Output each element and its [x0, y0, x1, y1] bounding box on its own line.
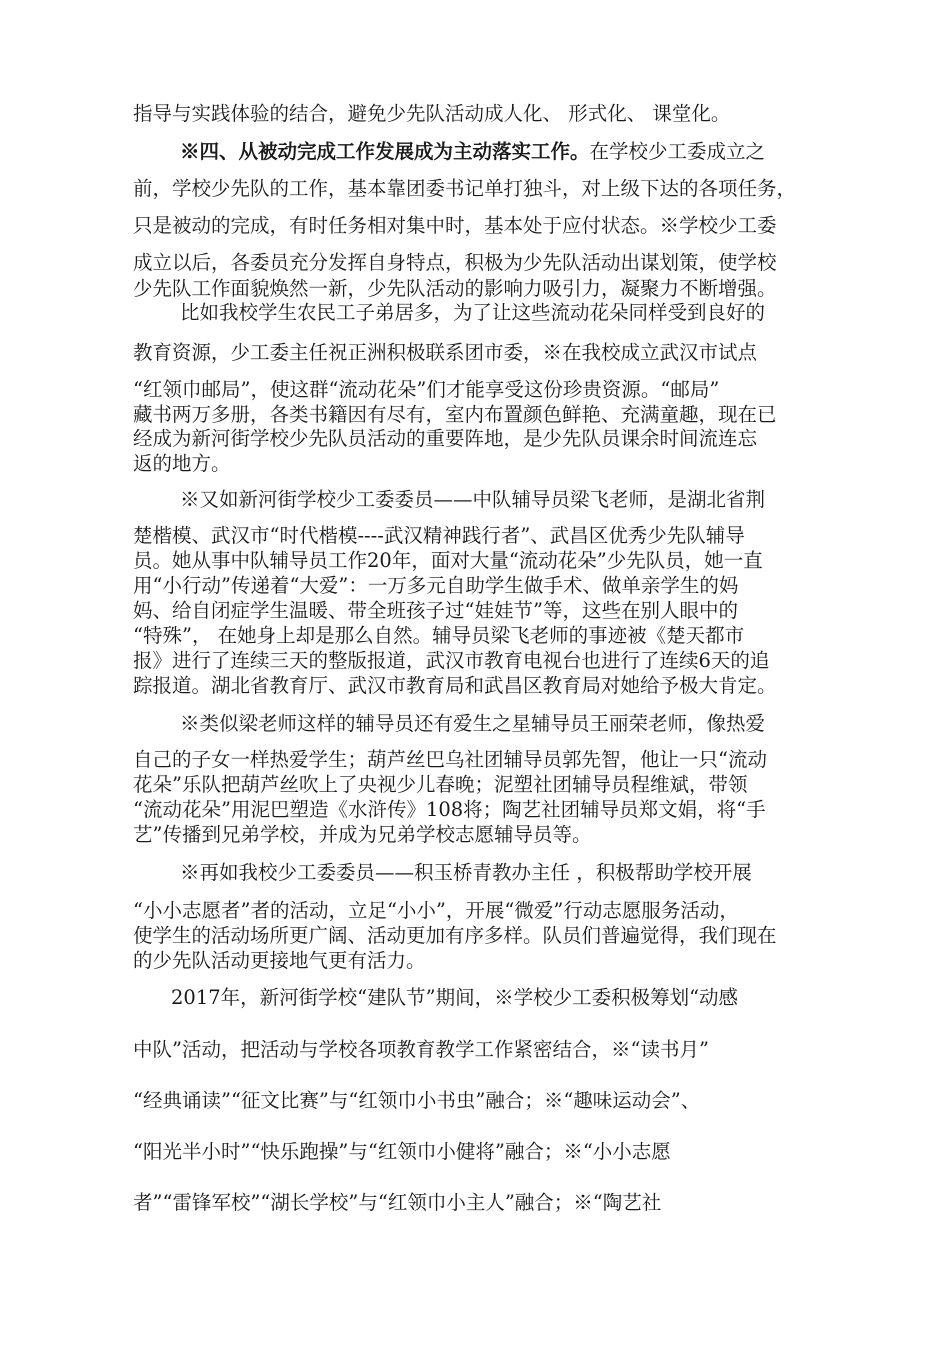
paragraph-line: “阳光半小时”“快乐跑操”与“红领巾小健将”融合；※“小小志愿 [133, 1140, 671, 1163]
paragraph-line: 踪报道。湖北省教育厅、武汉市教育局和武昌区教育局对她给予极大肯定。 [133, 674, 777, 697]
paragraph-line: 指导与实践体验的结合，避免少先队活动成人化、 形式化、 课堂化。 [133, 102, 731, 125]
paragraph-line: ※类似梁老师这样的辅导员还有爱生之星辅导员王丽荣老师，像热爱 [180, 712, 766, 735]
paragraph-line: 的少先队活动更接地气更有活力。 [133, 949, 426, 972]
paragraph-line: 报》进行了连续三天的整版报道，武汉市教育电视台也进行了连续6天的追 [133, 649, 770, 672]
paragraph-line: ※再如我校少工委委员——积玉桥青教办主任 ，积极帮助学校开展 [180, 861, 752, 884]
paragraph-line: 楚楷模、武汉市“时代楷模----武汉精神践行者”、武昌区优秀少先队辅导 [133, 524, 745, 547]
paragraph-line: 少先队工作面貌焕然一新，少先队活动的影响力吸引力，凝聚力不断增强。 [133, 277, 777, 300]
paragraph-line: “流动花朵”用泥巴塑造《水浒传》108将；陶艺社团辅导员郑文娟，将“手 [133, 798, 766, 821]
paragraph-line: 用“小行动”传递着“大爱”：一万多元自助学生做手术、做单亲学生的妈 [133, 574, 739, 597]
paragraph-line: 中队”活动，把活动与学校各项教育教学工作紧密结合，※“读书月” [133, 1038, 709, 1061]
paragraph-line: 花朵”乐队把葫芦丝吹上了央视少儿春晚；泥塑社团辅导员程维斌，带领 [133, 773, 748, 796]
section-heading-line [180, 139, 854, 165]
paragraph-line: “小小志愿者”者的活动，立足“小小”，开展“微爱”行动志愿服务活动， [133, 899, 739, 922]
paragraph-line: 自己的子女一样热爱学生；葫芦丝巴乌社团辅导员郭先智，他让一只“流动 [133, 748, 767, 771]
paragraph-line: 成立以后，各委员充分发挥自身特点，积极为少先队活动出谋划策，使学校 [133, 251, 777, 274]
paragraph-line: 者”“雷锋军校”“湖长学校”与“红领巾小主人”融合；※“陶艺社 [133, 1191, 662, 1214]
paragraph-line: 比如我校学生农民工子弟居多，为了让这些流动花朵同样受到良好的 [180, 301, 766, 324]
paragraph-line: 前，学校少先队的工作，基本靠团委书记单打独斗，对上级下达的各项任务， [133, 177, 797, 200]
paragraph-line: 返的地方。 [133, 452, 231, 475]
paragraph-line: 妈、给自闭症学生温暖、带全班孩子过“娃娃节”等，这些在别人眼中的 [133, 599, 738, 622]
paragraph-line: “红领巾邮局”，使这群“流动花朵”们才能享受这份珍贵资源。“邮局” [133, 378, 720, 401]
paragraph-line: 经成为新河街学校少先队员活动的重要阵地，是少先队员课余时间流连忘 [133, 427, 758, 450]
paragraph-line: “经典诵读”“征文比赛”与“红领巾小书虫”融合；※“趣味运动会”、 [133, 1089, 701, 1112]
paragraph-text: 在学校少工委成立之 [589, 140, 766, 163]
paragraph-line: 2017年，新河街学校“建队节”期间，※学校少工委积极筹划“动感 [171, 986, 739, 1009]
paragraph-line: ※又如新河街学校少工委委员——中队辅导员梁飞老师，是湖北省荆 [180, 488, 766, 511]
paragraph-line: “特殊”， 在她身上却是那么自然。辅导员梁飞老师的事迹被《楚天都市 [133, 624, 745, 647]
paragraph-line: 使学生的活动场所更广阔、活动更加有序多样。队员们普遍觉得，我们现在 [133, 924, 777, 947]
paragraph-line: 艺”传播到兄弟学校，并成为兄弟学校志愿辅导员等。 [133, 823, 592, 846]
paragraph-line: 只是被动的完成，有时任务相对集中时，基本处于应付状态。※学校少工委 [133, 214, 777, 237]
section-heading: ※四、从被动完成工作发展成为主动落实工作。 [180, 140, 590, 163]
paragraph-line: 藏书两万多册，各类书籍因有尽有，室内布置颜色鲜艳、充满童趣，现在已 [133, 403, 777, 426]
paragraph-line: 教育资源，少工委主任祝正洲积极联系团市委，※在我校成立武汉市试点 [133, 341, 758, 364]
paragraph-line: 员。她从事中队辅导员工作20年，面对大量“流动花朵”少先队员，她一直 [133, 549, 763, 572]
